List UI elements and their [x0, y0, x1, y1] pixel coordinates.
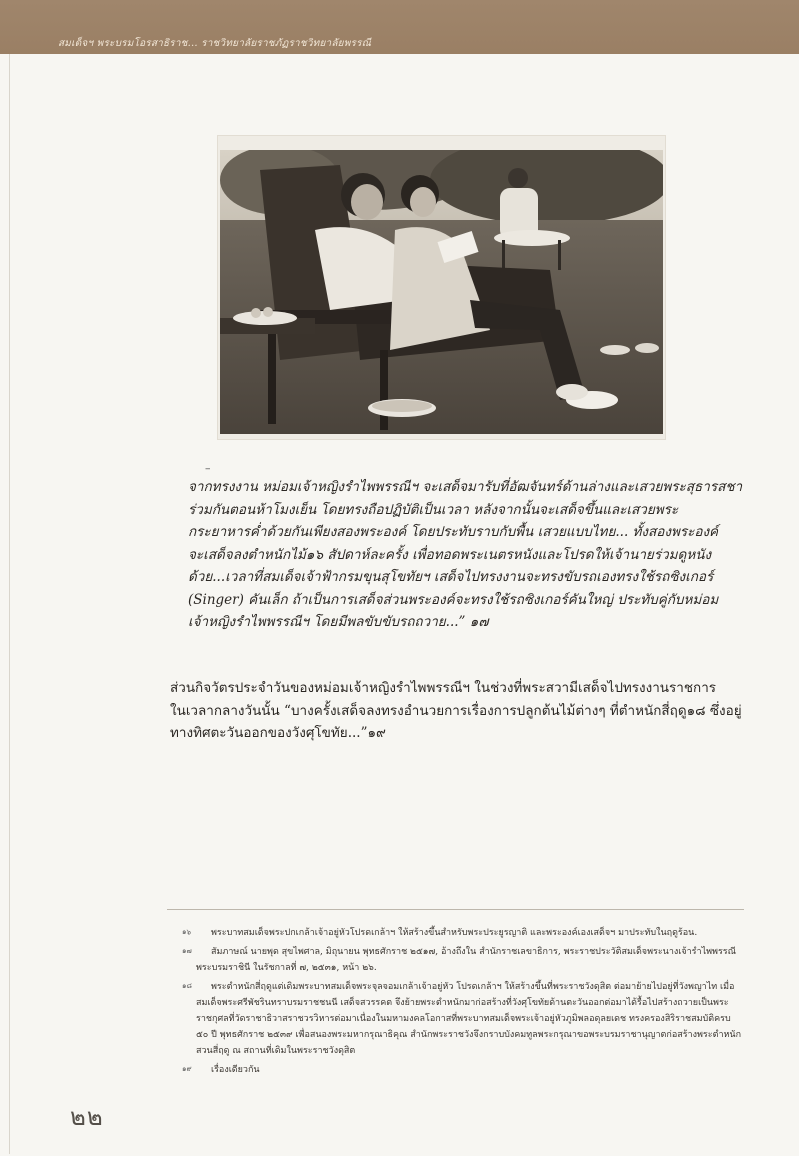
quote-line: จากทรงงาน หม่อมเจ้าหญิงรำไพพรรณีฯ จะเสด็จมารับที่อัฒจันทร์ด้านล่างและเสวยพระสุธารสชา — [188, 479, 743, 495]
body-paragraph — [170, 677, 750, 745]
paragraph-line: ในเวลากลางวันนั้น “บางครั้งเสด็จลงทรงอำนวยการเรื่องการปลูกต้นไม้ต่างๆ ที่ตำหนักสี่ฤดู๑๘ ซึ่งอยู่ — [170, 702, 742, 719]
footnote-mark: ๑๖ — [182, 928, 191, 936]
footnote-mark: ๑๘ — [182, 982, 192, 990]
footnote — [182, 944, 742, 976]
footnote-mark: ๑๗ — [182, 947, 192, 955]
footnote-divider — [167, 909, 744, 910]
footnotes — [182, 925, 742, 1081]
footnote-text: พระบาทสมเด็จพระปกเกล้าเจ้าอยู่หัวโปรดเกล้าฯ ให้สร้างขึ้นสำหรับพระประยูรญาติ และพระองค์เองเสด็จฯ มาประทับในฤดูร้อน. — [211, 928, 698, 938]
footnote — [182, 1062, 742, 1078]
quote-block — [188, 476, 744, 634]
paragraph-line: ส่วนกิจวัตรประจำวันของหม่อมเจ้าหญิงรำไพพรรณีฯ ในช่วงที่พระสวามีเสด็จไปทรงงานราชการ — [170, 680, 717, 696]
footnote-mark: ๑๙ — [182, 1065, 192, 1073]
page-number: ๒๒ — [70, 1103, 104, 1131]
running-title: สมเด็จฯ พระบรมโอรสาธิราช... ราชวิทยาลัยราชภัฏราชวิทยาลัยพรรณี — [58, 38, 372, 49]
quote-line: จะเสด็จลงตำหนักไม้๑๖ สัปดาห์ละครั้ง เพื่อทอดพระเนตรหนังและโปรดให้เจ้านายร่วมดูหนัง — [188, 546, 712, 563]
historic-photo — [220, 150, 663, 434]
header-band — [0, 0, 799, 54]
quote-line: กระยาหารค่ำด้วยกันเพียงสองพระองค์ โดยประทับราบกับพื้น เสวยแบบไทย... ทั้งสองพระองค์ — [188, 524, 719, 540]
photo-illustration — [220, 150, 663, 434]
footnote-text: เรื่องเดียวกัน — [211, 1065, 260, 1075]
scan-mark: – — [205, 462, 211, 475]
footnote — [182, 925, 742, 941]
footnote-text: พระตำหนักสี่ฤดูแต่เดิมพระบาทสมเด็จพระจุลจอมเกล้าเจ้าอยู่หัว โปรดเกล้าฯ ให้สร้างขึ้นที่พระราชวังดุสิต ต่อมาย้ายไปอยู่ที่วังพญาไท เมื่อสมเด็จพระศรีพัชรินทราบรมราชชนนี เสด็จสวรรคต จึงย้ายพระตำหนักมาก่อสร้างที่วังศุโขทัยด้านตะวันออกต่อมาได้รื้อไปสร้างถวายเป็นพระราชกุศลที่วัดราชาธิวาสราชวรวิหารต่อมาเนื่องในมหามงคลโอกาสที่พระบาทสมเด็จพระเจ้าอยู่หัวภูมิพลอดุลยเดช ทรงครองสิริราชสมบัติครบ ๕๐ ปี พุทธศักราช ๒๕๓๙ เพื่อสนองพระมหากรุณาธิคุณ สำนักพระราชวังจึงกราบบังคมทูลพระกรุณาขอพระบรมราชานุญาตก่อสร้างพระตำหนักสวนสี่ฤดู ณ สถานที่เดิมในพระราชวังดุสิต — [196, 982, 742, 1056]
quote-line: ด้วย...เวลาที่สมเด็จเจ้าฟ้ากรมขุนสุโขทัยฯ เสด็จไปทรงงานจะทรงขับรถเองทรงใช้รถซิงเกอร์ — [188, 569, 714, 585]
quote-line: ร่วมกันตอนห้าโมงเย็น โดยทรงถือปฏิบัติเป็นเวลา หลังจากนั้นจะเสด็จขึ้นและเสวยพระ — [188, 501, 679, 518]
paragraph-line: ทางทิศตะวันออกของวังศุโขทัย...”๑๙ — [170, 725, 386, 741]
quote-line: (Singer) คันเล็ก ถ้าเป็นการเสด็จส่วนพระองค์จะทรงใช้รถซิงเกอร์คันใหญ่ ประทับคู่กับหม่อม — [188, 591, 719, 608]
page-edge-line — [9, 54, 10, 1154]
footnote-text: สัมภาษณ์ นายพุด สุขไพศาล, มิถุนายน พุทธศักราช ๒๕๑๗, อ้างถึงใน สำนักราชเลขาธิการ, พระราชประวัติสมเด็จพระนางเจ้ารำไพพรรณี พระบรมราชินี ในรัชกาลที่ ๗, ๒๕๓๑, หน้า ๒๖. — [196, 947, 736, 973]
quote-line: เจ้าหญิงรำไพพรรณีฯ โดยมีพลขับขับรถถวาย...” ๑๗ — [188, 614, 489, 630]
footnote — [182, 979, 742, 1059]
